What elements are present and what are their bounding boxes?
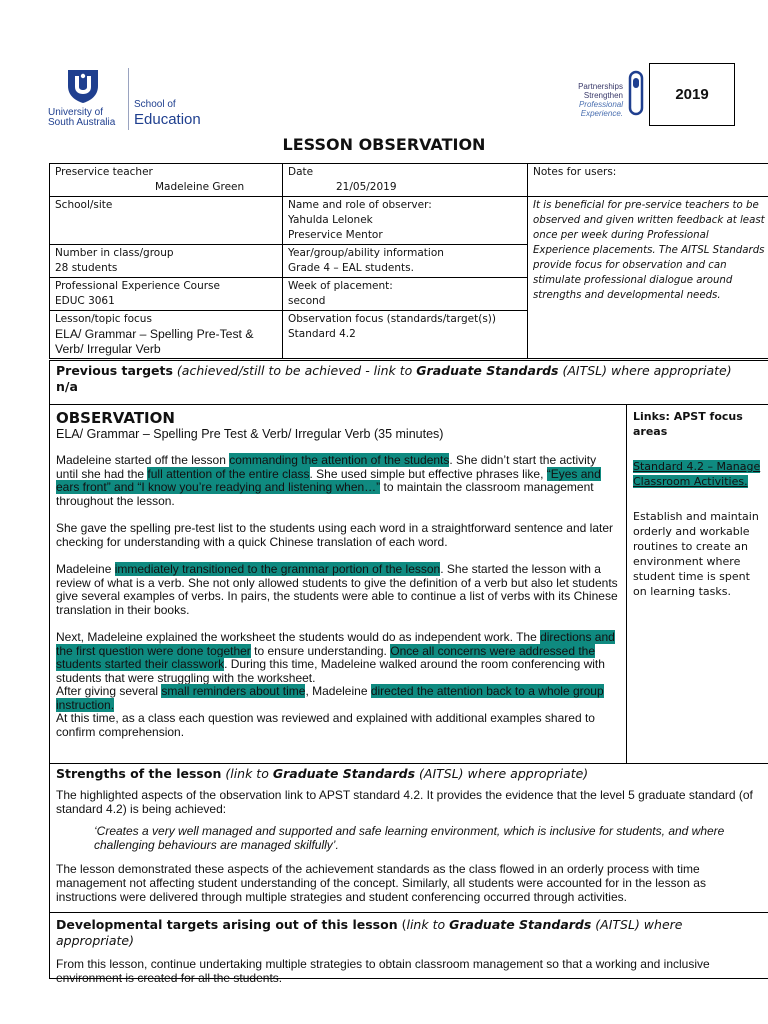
developmental-targets-section	[49, 913, 768, 985]
notes-cell	[528, 197, 768, 359]
course-label: Professional Experience Course	[55, 280, 220, 292]
p5-text-a: After giving several	[56, 684, 162, 698]
developmental-label-italic-a: link to	[406, 917, 446, 932]
developmental-label-bold-italic: Graduate Standards	[449, 917, 592, 932]
strengths-label-bold: Strengths of the lesson	[56, 766, 222, 781]
topic-cell	[50, 311, 283, 359]
partner-line4: Experience.	[580, 109, 623, 118]
previous-label-italic-a: (achieved/still to be achieved - link to	[176, 363, 413, 378]
strengths-section	[49, 764, 768, 913]
number-label: Number in class/group	[55, 247, 174, 259]
university-name	[48, 108, 115, 128]
year-group-value: Grade 4 – EAL students.	[288, 262, 414, 274]
school-label: School/site	[55, 199, 113, 211]
observer-role: Preservice Mentor	[288, 229, 383, 241]
p4-text-b: to ensure understanding.	[250, 643, 391, 658]
unisa-shield-icon	[66, 68, 100, 104]
standard-4-2-link[interactable]: Standard 4.2 – Manage Classroom Activities.	[633, 460, 761, 488]
university-line2: South Australia	[48, 117, 116, 128]
university-line1: University of	[48, 107, 104, 118]
p1-highlight-1: commanding the attention of the students	[229, 453, 450, 467]
p3-text-a: Madeleine	[56, 562, 115, 576]
lesson-info-table	[49, 163, 768, 359]
links-apst-label: Links: APST focus areas	[633, 410, 743, 438]
developmental-paragraph-1: From this lesson, continue undertaking multiple strategies to obtain classroom management so that a working and inclusive environment is created for all the students.	[56, 957, 710, 985]
previous-targets-value: n/a	[56, 379, 78, 394]
strengths-paragraph-1: The highlighted aspects of the observation link to APST standard 4.2. It provides the evidence that the level 5 graduate standard (of standard 4.2) is being achieved:	[56, 788, 753, 816]
logo-divider	[128, 68, 129, 130]
focus-value: Standard 4.2	[288, 328, 356, 340]
partnerships-text	[578, 82, 623, 118]
topic-value: ELA/ Grammar – Spelling Pre-Test & Verb/ Irregular Verb	[55, 327, 254, 356]
p1-highlight-3: “Eyes and ears front” and “I know you’re readying and listening when…”	[56, 466, 601, 494]
observation-heading: OBSERVATION	[56, 409, 175, 427]
preservice-label: Preservice teacher	[55, 166, 153, 178]
course-cell	[50, 278, 283, 311]
strengths-label-italic-a: (link to	[225, 766, 269, 781]
observation-paragraph-4	[56, 631, 620, 685]
preservice-cell	[50, 164, 283, 197]
p1-text-c: . She used simple but effective phrases like,	[309, 466, 547, 481]
week-value: second	[288, 295, 326, 307]
developmental-label-bold: Developmental targets arising out of this lesson	[56, 917, 398, 932]
preservice-value: Madeleine Green	[155, 181, 245, 193]
previous-label-italic-b: (AITSL) where appropriate)	[562, 363, 732, 378]
observation-paragraph-3	[56, 563, 620, 617]
observation-section	[49, 405, 768, 764]
observation-main	[50, 405, 627, 763]
observer-label: Name and role of observer:	[288, 199, 432, 211]
notes-label-cell	[528, 164, 768, 197]
notes-label: Notes for users:	[533, 166, 617, 178]
developmental-heading	[56, 917, 763, 949]
strengths-quote: ‘Creates a very well managed and supported and safe learning environment, which is inclusive for students, and where challenging behaviours are managed skilfully’.	[94, 824, 725, 852]
previous-targets-section	[49, 360, 768, 405]
strengths-paragraph-2: The lesson demonstrated these aspects of the achievement standards as the class flowed in an orderly process with time management not affecting student understanding of the concept. Similarly, all students were accounted for in the lesson as instructions were delivered through multiple strategies and student conferencing occurred through activities.	[56, 862, 706, 904]
p1-text-a: Madeleine started off the lesson	[56, 453, 230, 467]
focus-cell	[283, 311, 528, 359]
p5-text-b: , Madeleine	[305, 684, 371, 698]
p4-text-c: . During this time, Madeleine walked around the room conferencing with students that were struggling with the worksheet.	[56, 657, 605, 685]
p4-highlight-1: directions and the first question were done together	[56, 630, 615, 658]
course-value: EDUC 3061	[55, 295, 115, 307]
year-group-cell	[283, 245, 528, 278]
previous-label-bold: Previous targets	[56, 363, 173, 378]
observation-subheading: ELA/ Grammar – Spelling Pre Test & Verb/ Irregular Verb (35 minutes)	[56, 427, 444, 441]
p5-highlight-2: directed the attention back to a whole group instruction.	[56, 684, 604, 712]
week-label: Week of placement:	[288, 280, 393, 292]
observer-cell	[283, 197, 528, 245]
partner-line1: Partnerships	[578, 82, 623, 91]
partnerships-mark-icon	[627, 70, 645, 116]
developmental-label-paren: (	[401, 917, 407, 932]
p5-highlight-1: small reminders about time	[161, 684, 306, 698]
strengths-label-italic-b: (AITSL) where appropriate)	[419, 766, 589, 781]
number-cell	[50, 245, 283, 278]
notes-text: It is beneficial for pre-service teachers to be observed and given written feedback at least once per week during Professional Experience placements. The AITSL Standards provide focus for observation and can stimulate professional dialogue around strengths and developmental needs.	[533, 200, 765, 301]
p1-text-b: . She didn’t start the activity until she had the	[56, 453, 597, 481]
observation-paragraph-6: At this time, as a class each question was reviewed and explained with additional examples shared to confirm comprehension.	[56, 711, 595, 739]
number-value: 28 students	[55, 262, 118, 274]
education-label: Education	[134, 111, 201, 128]
school-cell	[50, 197, 283, 245]
school-of-label: School of	[134, 99, 176, 110]
p3-text-b: . She started the lesson with a review of what is a verb. She not only allowed students to give the definition of a verb but also let students give several examples of verbs. In pairs, the students were able to continue a list of verbs with its Chinese translation in their books.	[56, 562, 618, 617]
year-box: 2019	[649, 63, 735, 126]
partner-line3: Professional	[578, 100, 623, 109]
p4-highlight-2: Once all concerns were addressed the students started their classwork	[56, 643, 596, 671]
focus-label: Observation focus (standards/target(s))	[288, 313, 496, 325]
unisa-logo	[44, 68, 214, 130]
p4-text-a: Next, Madeleine explained the worksheet the students would do as independent work. The	[56, 630, 541, 644]
strengths-label-bold-italic: Graduate Standards	[272, 766, 416, 781]
date-cell	[283, 164, 528, 197]
observation-paragraph-1	[56, 454, 620, 508]
p1-text-d: to maintain the classroom management throughout the lesson.	[56, 480, 594, 508]
previous-targets-heading	[56, 363, 763, 379]
partner-line2: Strengthen	[583, 91, 623, 100]
year-group-label: Year/group/ability information	[288, 247, 444, 259]
observation-paragraph-2: She gave the spelling pre-test list to the students using each word in a straightforward sentence and later checking for understanding with a quick Chinese translation of each word.	[56, 521, 613, 549]
previous-label-bold-italic: Graduate Standards	[416, 363, 559, 378]
partnerships-logo	[565, 68, 645, 124]
developmental-label-italic-b: (AITSL) where appropriate)	[56, 917, 683, 948]
week-cell	[283, 278, 528, 311]
p1-highlight-2: full attention of the entire class	[147, 466, 310, 481]
observation-paragraph-5	[56, 685, 620, 712]
observer-name: Yahulda Lelonek	[288, 214, 373, 226]
standard-description: Establish and maintain orderly and workable routines to create an environment where student time is spent on learning tasks.	[633, 510, 759, 598]
topic-label: Lesson/topic focus	[55, 313, 152, 325]
page-title: LESSON OBSERVATION	[282, 135, 486, 154]
p3-highlight-1: immediately transitioned to the grammar portion of the lesson	[114, 562, 441, 576]
observation-sidebar	[628, 405, 768, 603]
strengths-heading	[56, 766, 763, 782]
date-value: 21/05/2019	[336, 181, 397, 193]
date-label: Date	[288, 166, 314, 178]
